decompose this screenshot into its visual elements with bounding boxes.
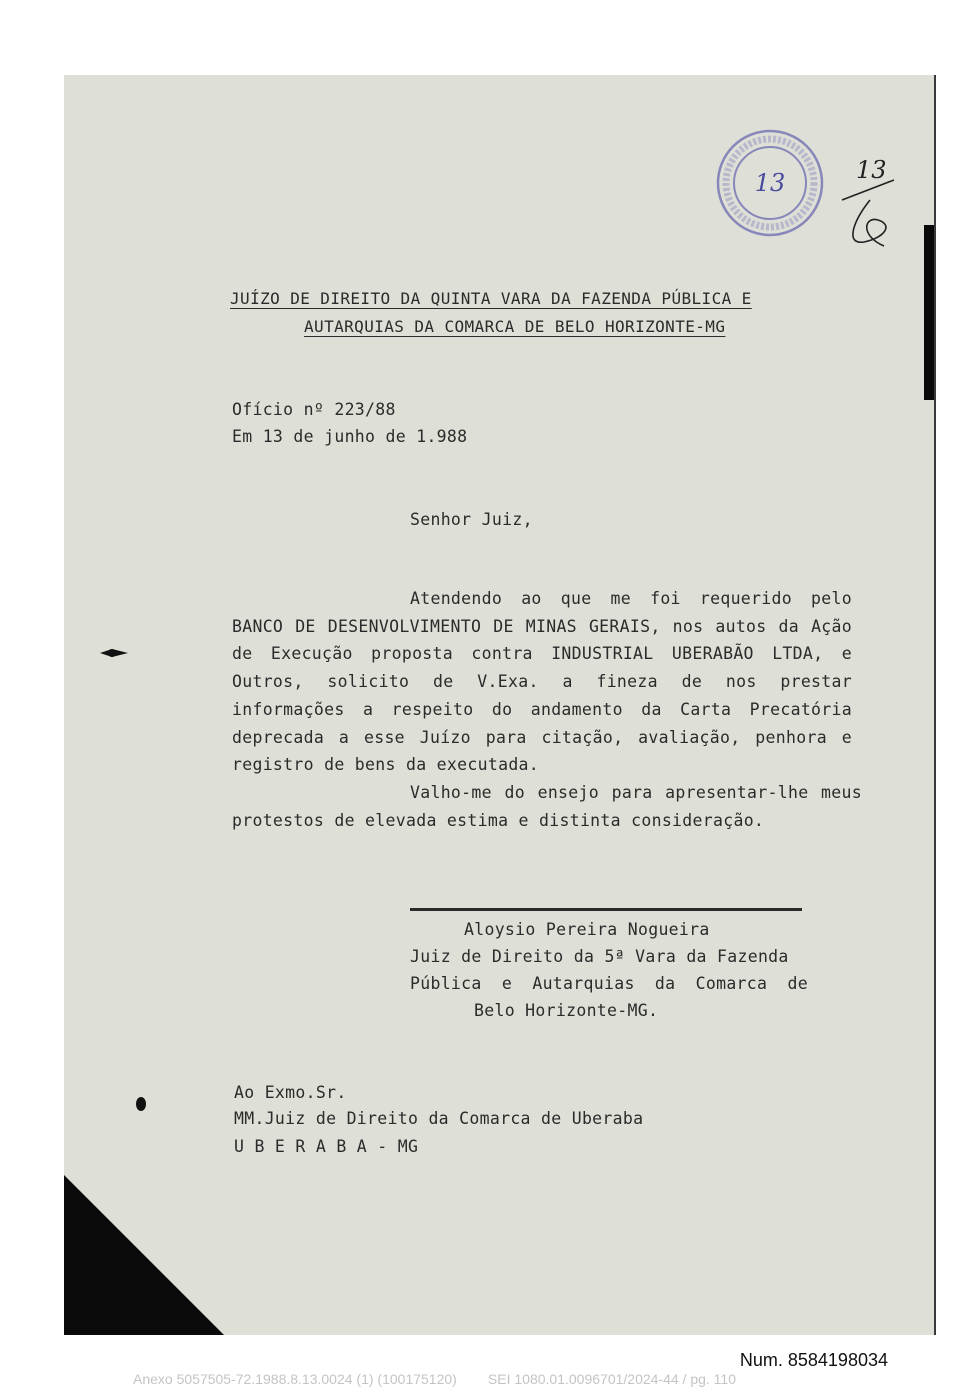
court-heading-line1: JUÍZO DE DIREITO DA QUINTA VARA DA FAZENDA PÚBLICA E	[230, 289, 752, 308]
signature-line	[410, 908, 802, 911]
stamp-page-number: 13	[754, 169, 786, 197]
scan-edge-shadow	[924, 225, 934, 400]
signature-title-line2: Pública e Autarquias da Comarca de	[410, 974, 808, 993]
recipient-line3: U B E R A B A - MG	[234, 1137, 419, 1156]
court-heading-line2: AUTARQUIAS DA COMARCA DE BELO HORIZONTE-MG	[304, 317, 726, 336]
margin-page-number: 13	[856, 156, 887, 184]
scan-corner-shadow	[64, 1175, 224, 1335]
office-date: Em 13 de junho de 1.988	[232, 427, 468, 446]
body-paragraph-2: Valho-me do ensejo para apresentar-lhe meus protestos de elevada estima e distinta consideração.	[232, 783, 862, 830]
annex-reference: Anexo 5057505-72.1988.8.13.0024 (1) (100175120) SEI 1080.01.0096701/2024-44 / pg. 110	[133, 1371, 736, 1387]
ink-mark	[98, 641, 132, 665]
recipient-line1: Ao Exmo.Sr.	[234, 1083, 347, 1102]
office-number: Ofício nº 223/88	[232, 400, 396, 419]
recipient-line2: MM.Juiz de Direito da Comarca de Uberaba	[234, 1109, 644, 1128]
document-number: Num. 8584198034	[739, 1350, 888, 1370]
court-stamp	[714, 127, 826, 239]
signature-title-line3: Belo Horizonte-MG.	[474, 1001, 659, 1020]
scanned-page	[64, 75, 936, 1335]
handwritten-initials	[834, 150, 902, 260]
ink-dot	[134, 1095, 148, 1113]
salutation: Senhor Juiz,	[410, 510, 533, 529]
signature-name: Aloysio Pereira Nogueira	[464, 920, 710, 939]
body-paragraph-1: Atendendo ao que me foi requerido pelo BANCO DE DESENVOLVIMENTO DE MINAS GERAIS, nos autos da Ação de Execução proposta contra INDUSTRIAL UBERABÃO LTDA, e Outros, solicito de V.Exa. a fineza de nos prestar informações a respeito do andamento da Carta Precatória deprecada a esse Juízo para citação, avaliação, penhora e registro de bens da executada.	[232, 589, 852, 775]
signature-title-line1: Juiz de Direito da 5ª Vara da Fazenda	[410, 947, 789, 966]
